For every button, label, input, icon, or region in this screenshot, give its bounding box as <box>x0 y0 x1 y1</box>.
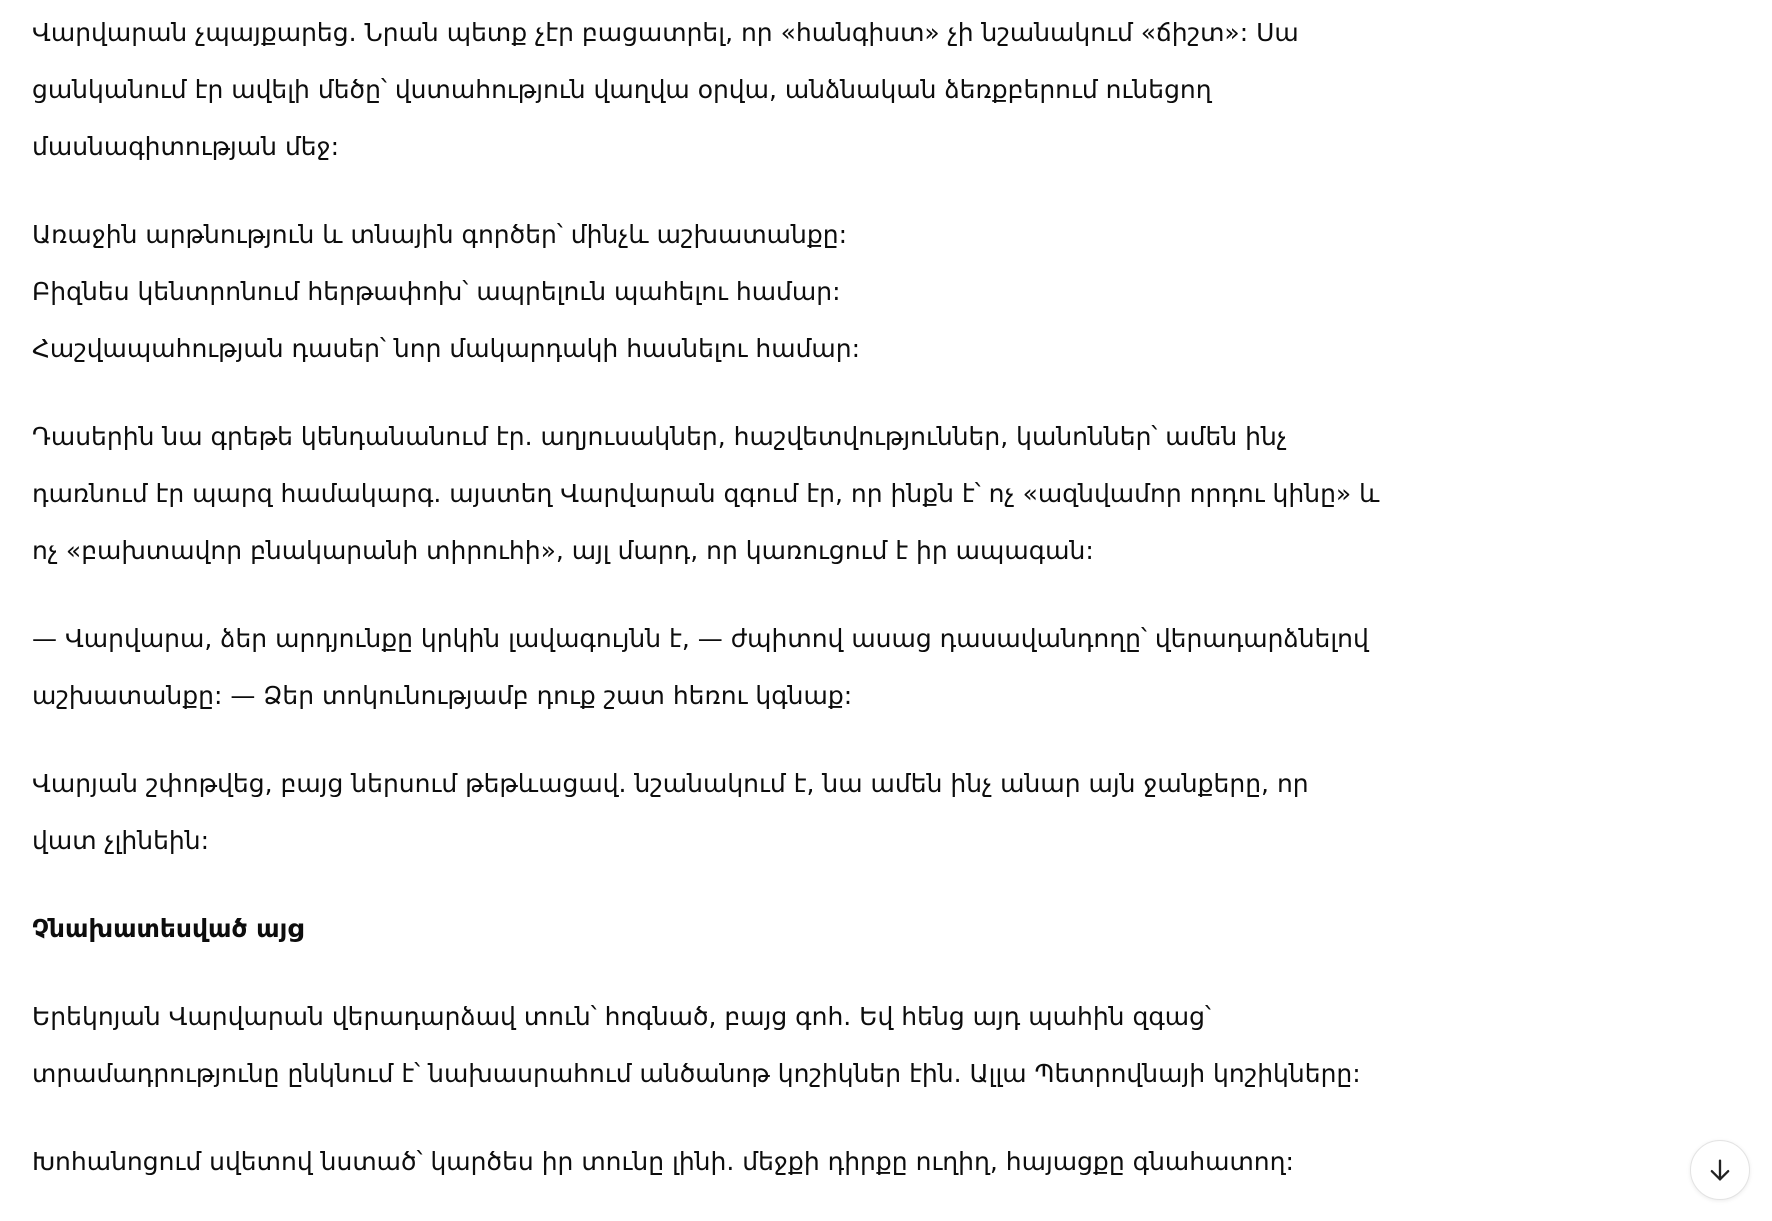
text-line: — Վարվարա, ձեր արդյունքը կրկին լավագույնն է, — ժպիտով ասաց դասավանդողը՝ վերադարձնելով <box>32 624 1369 653</box>
paragraph <box>32 610 1752 724</box>
section-heading <box>32 900 1752 957</box>
paragraph <box>32 408 1752 579</box>
text-line: ոչ «բախտավոր բնակարանի տիրուհի», այլ մարդ, որ կառուցում է իր ապագան: <box>32 536 1094 565</box>
text-line: աշխատանքը: — Ձեր տոկունությամբ դուք շատ հեռու կգնաք: <box>32 681 853 710</box>
text-line: Խոհանոցում սվետով նստած՝ կարծես իր տունը լինի. մեջքի դիրքը ուղիղ, հայացքը գնահատող: <box>32 1147 1294 1176</box>
scroll-to-bottom-button[interactable] <box>1690 1140 1750 1200</box>
text-line: տրամադրությունը ընկնում է՝ նախասրահում անծանոթ կոշիկներ էին. Ալլա Պետրովնայի կոշիկները: <box>32 1059 1361 1088</box>
text-line: Բիզնես կենտրոնում հերթափոխ՝ ապրելուն պահելու համար: <box>32 277 841 306</box>
paragraph <box>32 988 1752 1102</box>
text-line: Առաջին արթնություն և տնային գործեր՝ մինչև աշխատանքը: <box>32 220 848 249</box>
text-line: Չնախատեսված այց <box>32 914 304 943</box>
text-line: Դասերին նա գրեթե կենդանանում էր. աղյուսակներ, հաշվետվություններ, կանոններ՝ ամեն ինչ <box>32 422 1287 451</box>
article-body <box>32 4 1752 1221</box>
paragraph <box>32 755 1752 869</box>
text-line: Վարյան շփոթվեց, բայց ներսում թեթևացավ. նշանակում է, նա ամեն ինչ անար այն ջանքերը, որ <box>32 769 1309 798</box>
paragraph <box>32 206 1752 377</box>
text-line: Հաշվապահության դասեր՝ նոր մակարդակի հասնելու համար: <box>32 334 861 363</box>
text-line: վատ չլինեին: <box>32 826 210 855</box>
text-line: մասնագիտության մեջ: <box>32 132 340 161</box>
paragraph <box>32 4 1752 175</box>
text-line: Վարվարան չպայքարեց. Նրան պետք չէր բացատրել, որ «հանգիստ» չի նշանակում «ճիշտ»: Սա <box>32 18 1299 47</box>
text-line: ցանկանում էր ավելի մեծը՝ վստահություն վաղվա օրվա, անձնական ձեռքբերում ունեցող <box>32 75 1212 104</box>
text-line: Երեկոյան Վարվարան վերադարձավ տուն՝ հոգնած, բայց գոհ. Եվ հենց այդ պահին զգաց՝ <box>32 1002 1211 1031</box>
paragraph <box>32 1133 1752 1190</box>
arrow-down-icon <box>1706 1156 1734 1184</box>
text-line: դառնում էր պարզ համակարգ. այստեղ Վարվարան զգում էր, որ ինքն է՝ ոչ «ազնվամոր որդու կինը» և <box>32 479 1380 508</box>
